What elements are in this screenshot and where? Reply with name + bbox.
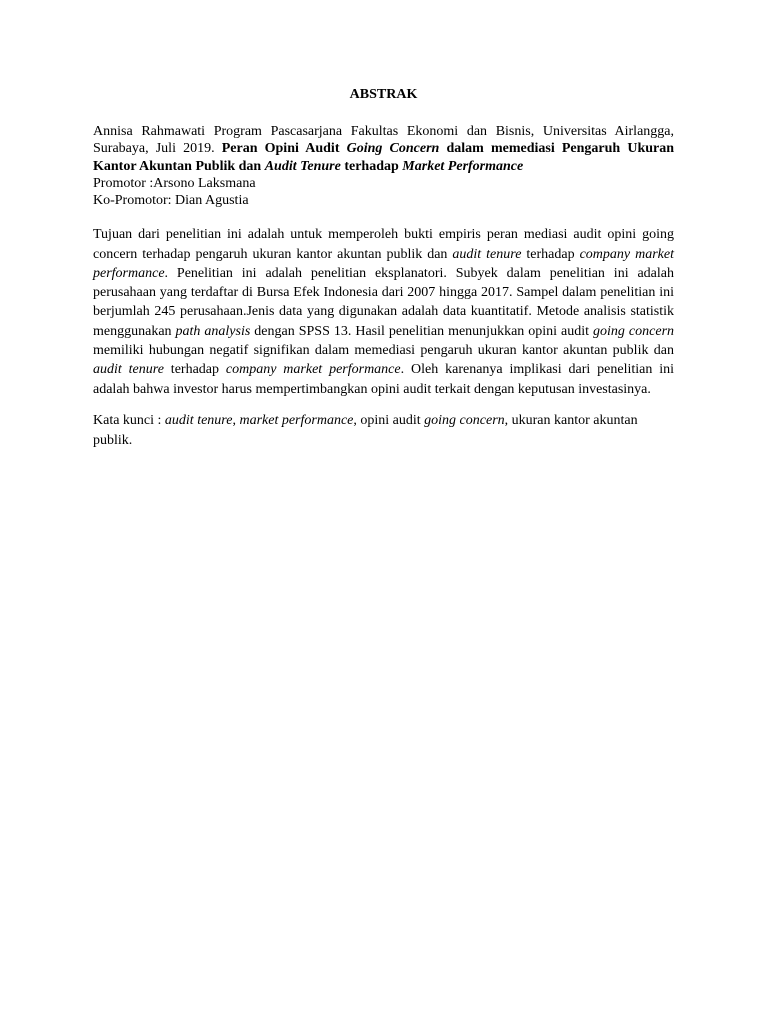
keywords-segment: , ukuran kantor akuntan publik. xyxy=(93,412,638,449)
abstract-segment: memiliki hubungan negatif signifikan dalam memediasi pengaruh ukuran kantor akuntan publik dan xyxy=(93,343,674,358)
keywords-segment: audit tenure xyxy=(164,412,233,428)
keywords-segment: , xyxy=(232,412,240,428)
abstract-body xyxy=(93,225,674,399)
keywords-line xyxy=(93,411,674,452)
document-page xyxy=(93,86,674,452)
promotor-line: Promotor :Arsono Laksmana xyxy=(93,175,256,191)
keywords-segment: Kata kunci : xyxy=(93,412,165,428)
abstract-segment: audit tenure xyxy=(93,362,164,378)
keywords-segment: going concern xyxy=(424,412,505,428)
abstract-segment: terhadap xyxy=(163,362,226,378)
thesis-title-segment: Peran Opini Audit xyxy=(221,141,347,157)
abstract-segment: . Penelitian ini adalah penelitian eksplanatori. Subyek dalam penelitian ini adalah perusahaan yang terdaftar di Bursa Efek Indonesia dari 2007 hingga 2017. Sampel dalam penelitian ini berjumlah 245 perusahaan.Jenis data yang digunakan adalah data kuantitatif. Metode analisis statistik menggunakan xyxy=(93,265,674,339)
keywords-segment: , opini audit xyxy=(353,412,425,428)
co-promotor-line: Ko-Promotor: Dian Agustia xyxy=(93,193,249,209)
abstract-segment: going concern xyxy=(593,323,675,339)
author-info: Annisa Rahmawati Program Pascasarjana Fakultas Ekonomi dan Bisnis, Universitas Airlangga, Surabaya, Juli 2019. xyxy=(93,124,674,157)
abstract-segment: company market performance xyxy=(225,362,401,378)
keywords-segment: market performance xyxy=(239,412,354,428)
thesis-title-segment: Going Concern xyxy=(346,141,440,157)
thesis-title-segment: dalam memediasi Pengaruh Ukuran Kantor Akuntan Publik dan xyxy=(93,141,675,174)
header-block xyxy=(93,123,674,209)
abstract-segment: dengan SPSS 13. Hasil penelitian menunjukkan opini audit xyxy=(250,323,594,339)
abstract-segment: audit tenure xyxy=(452,246,522,262)
abstract-segment: company market performance xyxy=(93,246,674,281)
abstract-segment: path analysis xyxy=(175,323,251,339)
abstract-segment: terhadap xyxy=(521,246,580,262)
thesis-title-segment: Market Performance xyxy=(402,158,524,174)
thesis-title-segment: terhadap xyxy=(340,158,403,174)
abstract-segment: Tujuan dari penelitian ini adalah untuk memperoleh bukti empiris peran mediasi audit opini going concern terhadap pengaruh ukuran kantor akuntan publik dan xyxy=(93,227,674,262)
abstract-segment: . Oleh karenanya implikasi dari penelitian ini adalah bahwa investor harus mempertimbangkan opini audit terkait dengan keputusan investasinya. xyxy=(93,362,675,397)
abstract-title: ABSTRAK xyxy=(349,87,418,102)
thesis-title-segment: Audit Tenure xyxy=(264,158,341,174)
